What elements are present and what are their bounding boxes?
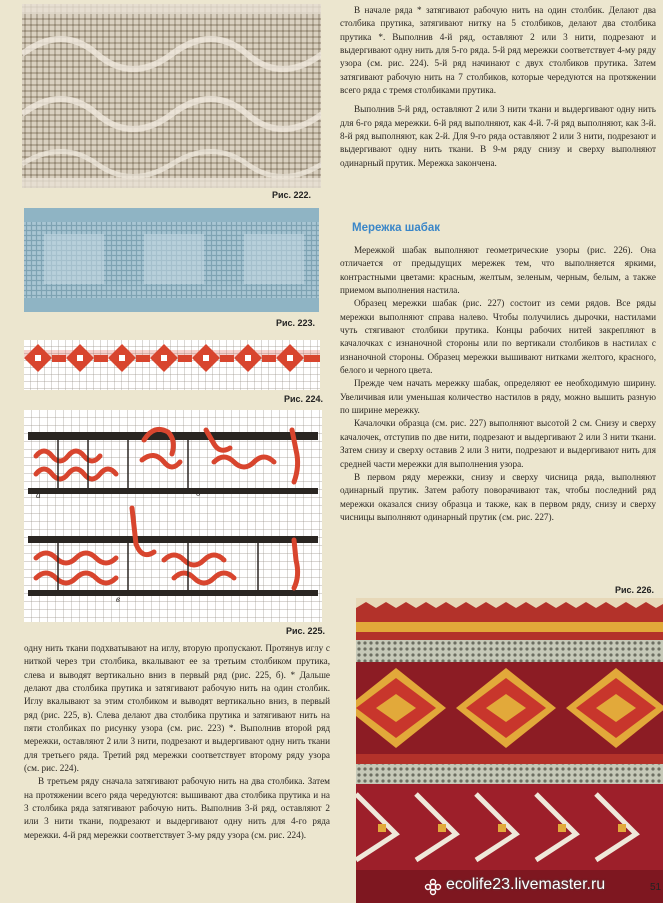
right-column-top-text <box>340 4 656 170</box>
caption-fig-226: Рис. 226. <box>615 585 655 595</box>
figure-226-image <box>356 598 663 903</box>
paragraph: В третьем ряду сначала затягивают рабочую нить на два столбика. Затем на протяжении всего ряда чередуются: вышивают два столбика прутика и на 3 столбика ряда затягивают рабочую нить. Выполнив 3-й ряд, оставляют 2 или 3 нити ткани, подрезают и выдергивают одну нить для 4-го ряда мережки. 4-й ряд мережки соответствует 3-му ряду узора (см. рис. 224). <box>24 776 330 840</box>
figure-225 <box>24 410 322 622</box>
paragraph: Мережкой шабак выполняют геометрические узоры (рис. 226). Она отличается от предыдущих мережек тем, что выполняется яркими, контрастными цветами: красным, желтым, зеленым, черным, белым, а также приемом выполнения настила. <box>340 245 656 296</box>
paragraph: одну нить ткани подхватывают на иглу, вторую пропускают. Протянув иглу с ниткой через три столбика, вкалывают ее за третьим столбиком прутика, слева и выводят вертикально вниз в первый ряд (рис. 225, б). * Дальше делают два столбика прутика и затягивают рабочую нить на один столбик. Иглу вкалывают за этим столбиком и выводят вертикально вниз, в первый ряд (рис. 225, в). Слева делают два столбика прутика и затягивают нить на пяти столбиках по рисунку узора (см. рис. 223) *. Выполнив второй ряд мережки, оставляют 2 или 3 нити, подрезают и выдергивают одну нить ткани для третьего ряда. Третий ряд мережки соответствует второму ряду узора (см. рис. 224). <box>24 643 330 774</box>
paragraph: Качалочки образца (см. рис. 227) выполняют высотой 2 см. Снизу и сверху качалочек, отступив по две нити, подрезают и выдергивают 2 или 3 нити ткани. Затем снизу и сверху оставив 2 или 3 нити, подрезают и выдергивают нить для средней части мережки для выполнения узора. <box>340 418 656 469</box>
right-column-mid-text <box>340 244 656 524</box>
figure-223-image <box>24 208 319 312</box>
flower-icon <box>424 878 442 896</box>
paragraph: В первом ряду мережки, снизу и сверху чисница ряда, выполняют одинарный прутик. Затем работу поворачивают так, чтобы последний ряд мережки оказался снизу образца и также, как в первом ряду, снизу и сверху чисницы выполняют одинарный прутик (см. рис. 227). <box>340 471 656 522</box>
left-column-bottom-text <box>24 642 330 842</box>
figure-224-image <box>24 340 320 390</box>
fig225-label-a: а <box>36 490 41 500</box>
paragraph: Выполнив 5-й ряд, оставляют 2 или 3 нити ткани и выдергивают одну нить для 6-го ряда мережки. 6-й ряд выполняют, как 4-й. 7-й ряд выполняют, как 3-й. 8-й ряд выполняют, как 2-й. Для 9-го ряда оставляют 2 или 3 нити, подрезают и выдергивают одну нить ткани. В 9-м ряду снизу и сверху выполняют одинарный прутик. Мережка закончена. <box>340 104 656 168</box>
figure-226 <box>356 598 663 903</box>
paragraph: Прежде чем начать мережку шабак, определяют ее необходимую ширину. Увеличивая или уменьшая количество настилов в ряду, можно вышить разную по ширине мережку. <box>340 378 656 416</box>
caption-fig-225: Рис. 225. <box>286 626 326 636</box>
paragraph: В начале ряда * затягивают рабочую нить на один столбик. Делают два столбика прутика, затягивают нитку на 5 столбиков, делают два столбика прутика *. Выполнив 4-й ряд, оставляют 2 или 3 нити, подрезают и выдергивают одну нить для 5-го ряда. 5-й ряд мережки соответствует 4-му ряду узора (см. рис. 224). 5-й ряд начинают с двух столбиков прутика. Затем затягивают рабочую нить на 7 столбиков, которые чередуются на протяжении всего ряда с тремя столбиками прутика. <box>340 5 656 96</box>
caption-fig-223: Рис. 223. <box>276 318 316 328</box>
caption-fig-224: Рис. 224. <box>284 394 324 404</box>
figure-225-image <box>24 410 322 622</box>
paragraph: Образец мережки шабак (рис. 227) состоит из семи рядов. Все ряды мережки выполняют справа налево. Чтобы получились дырочки, настилами чуть стягивают столбики прутика. Концы рабочих нитей закрепляют в качалочках с изнаночной стороны или по вертикали столбиков в настилах с изнаночной стороны. Образец мережки вышивают нитками желтого, красного, белого и черного цвета. <box>340 298 656 376</box>
section-heading: Мережка шабак <box>352 222 440 234</box>
watermark: ecolife23.livemaster.ru <box>446 876 606 893</box>
figure-222-image <box>22 4 321 188</box>
fig225-label-b: б <box>196 488 201 498</box>
fig225-label-v: в <box>116 594 120 604</box>
figure-223 <box>24 208 319 312</box>
page-number: 51 <box>650 882 662 893</box>
figure-222 <box>22 4 321 188</box>
caption-fig-222: Рис. 222. <box>272 190 312 200</box>
figure-224 <box>24 340 320 390</box>
